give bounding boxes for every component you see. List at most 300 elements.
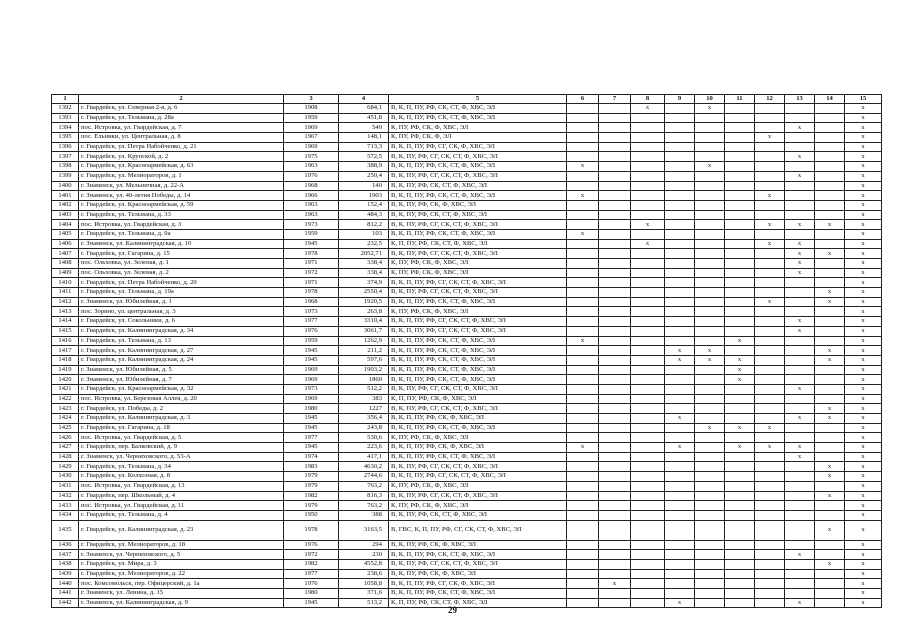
row-number: 1413 xyxy=(52,307,79,317)
mark-cell xyxy=(785,278,815,288)
mark-cell: x xyxy=(845,550,882,560)
mark-cell xyxy=(725,162,755,172)
mark-cell: x xyxy=(815,220,845,230)
mark-cell xyxy=(785,462,815,472)
table-row xyxy=(52,433,882,443)
mark-cell xyxy=(695,579,725,589)
address-cell: пос. Ольховка, ул. Зеленая, д. 1 xyxy=(79,259,284,269)
year-cell: 1945 xyxy=(284,355,339,365)
mark-cell: x xyxy=(845,384,882,394)
works-cell: К, ПУ, РФ, СК, Ф, ХВС, ЭЛ xyxy=(389,259,567,269)
mark-cell xyxy=(815,307,845,317)
mark-cell: x xyxy=(845,501,882,511)
table-row xyxy=(52,520,882,540)
column-header: 9 xyxy=(665,95,695,104)
table-row xyxy=(52,229,882,239)
year-cell: 1959 xyxy=(284,229,339,239)
mark-cell xyxy=(599,481,631,491)
mark-cell xyxy=(599,520,631,540)
mark-cell xyxy=(599,472,631,482)
mark-cell xyxy=(725,589,755,599)
mark-cell xyxy=(815,550,845,560)
mark-cell xyxy=(725,297,755,307)
mark-cell xyxy=(725,288,755,298)
mark-cell xyxy=(695,550,725,560)
table-row xyxy=(52,336,882,346)
table-row xyxy=(52,472,882,482)
row-number: 1392 xyxy=(52,104,79,114)
works-cell: К, ПУ, РФ, СК, Ф, ХВС, ЭЛ xyxy=(389,123,567,133)
mark-cell: x xyxy=(845,229,882,239)
mark-cell xyxy=(725,220,755,230)
area-cell: 152,4 xyxy=(339,200,389,210)
works-cell: В, К, ПУ, РФ, СК, СТ, Ф, ХВС, ЭЛ xyxy=(389,210,567,220)
area-cell: 451,8 xyxy=(339,113,389,123)
mark-cell: x xyxy=(815,520,845,540)
table-row xyxy=(52,133,882,143)
mark-cell xyxy=(567,433,599,443)
area-cell: 763,2 xyxy=(339,481,389,491)
mark-cell xyxy=(695,297,725,307)
year-cell: 1976 xyxy=(284,326,339,336)
mark-cell xyxy=(785,229,815,239)
mark-cell xyxy=(695,239,725,249)
mark-cell xyxy=(665,491,695,501)
header-row xyxy=(52,95,882,104)
mark-cell xyxy=(815,142,845,152)
mark-cell xyxy=(725,579,755,589)
table-row xyxy=(52,297,882,307)
area-cell: 4552,8 xyxy=(339,559,389,569)
area-cell: 812,2 xyxy=(339,220,389,230)
mark-cell xyxy=(815,133,845,143)
works-cell: В, К, П, ПУ, РФ, СГ, СК, СТ, Ф, ХВС, ЭЛ xyxy=(389,317,567,327)
row-number: 1396 xyxy=(52,142,79,152)
works-cell: В, К, П, ПУ, РФ, СК, СТ, Ф, ХВС, ЭЛ xyxy=(389,297,567,307)
mark-cell xyxy=(567,569,599,579)
mark-cell xyxy=(815,481,845,491)
mark-cell: x xyxy=(815,462,845,472)
area-cell: 549 xyxy=(339,123,389,133)
table-row xyxy=(52,589,882,599)
mark-cell xyxy=(785,297,815,307)
mark-cell xyxy=(599,452,631,462)
mark-cell xyxy=(665,191,695,201)
mark-cell: x xyxy=(695,355,725,365)
table-row xyxy=(52,210,882,220)
mark-cell xyxy=(631,152,665,162)
table-row xyxy=(52,569,882,579)
mark-cell: x xyxy=(785,171,815,181)
row-number: 1418 xyxy=(52,355,79,365)
table-row xyxy=(52,152,882,162)
mark-cell xyxy=(785,423,815,433)
mark-cell xyxy=(815,433,845,443)
mark-cell xyxy=(631,443,665,453)
area-cell: 417,1 xyxy=(339,452,389,462)
table-row xyxy=(52,384,882,394)
mark-cell xyxy=(567,317,599,327)
mark-cell xyxy=(785,404,815,414)
area-cell: 232,5 xyxy=(339,239,389,249)
mark-cell xyxy=(695,326,725,336)
mark-cell xyxy=(755,365,785,375)
mark-cell xyxy=(567,239,599,249)
mark-cell xyxy=(631,123,665,133)
mark-cell: x xyxy=(567,336,599,346)
area-cell: 597,6 xyxy=(339,355,389,365)
table-row xyxy=(52,540,882,550)
mark-cell: x xyxy=(845,589,882,599)
mark-cell xyxy=(725,569,755,579)
mark-cell xyxy=(599,501,631,511)
table-row xyxy=(52,162,882,172)
mark-cell xyxy=(665,550,695,560)
mark-cell xyxy=(665,540,695,550)
works-cell: В, К, ПУ, РФ, СГ, СК, СТ, Ф, ХВС, ЭЛ xyxy=(389,384,567,394)
mark-cell xyxy=(725,268,755,278)
mark-cell: x xyxy=(785,452,815,462)
mark-cell xyxy=(665,326,695,336)
area-cell: 140 xyxy=(339,181,389,191)
mark-cell xyxy=(631,452,665,462)
mark-cell xyxy=(725,104,755,114)
works-cell: В, К, ПУ, РФ, СК, Ф, ХВС, ЭЛ xyxy=(389,200,567,210)
row-number: 1403 xyxy=(52,210,79,220)
mark-cell xyxy=(599,229,631,239)
mark-cell xyxy=(599,443,631,453)
mark-cell xyxy=(815,259,845,269)
mark-cell xyxy=(631,278,665,288)
mark-cell xyxy=(567,104,599,114)
mark-cell xyxy=(665,259,695,269)
mark-cell: x xyxy=(845,239,882,249)
mark-cell xyxy=(755,569,785,579)
address-cell: г. Гвардейск, ул. Петра Набойченко, д. 20 xyxy=(79,278,284,288)
table-row xyxy=(52,326,882,336)
address-cell: г. Гвардейск, ул. Красноармейская, д. 59 xyxy=(79,200,284,210)
mark-cell xyxy=(599,317,631,327)
address-cell: г. Гвардейск, ул. Петра Набойченко, д. 21 xyxy=(79,142,284,152)
table-row xyxy=(52,452,882,462)
mark-cell xyxy=(631,540,665,550)
row-number: 1424 xyxy=(52,414,79,424)
mark-cell xyxy=(665,307,695,317)
mark-cell: x xyxy=(845,579,882,589)
row-number: 1412 xyxy=(52,297,79,307)
row-number: 1442 xyxy=(52,598,79,608)
mark-cell xyxy=(815,510,845,520)
row-number: 1428 xyxy=(52,452,79,462)
mark-cell: x xyxy=(695,423,725,433)
mark-cell xyxy=(755,559,785,569)
mark-cell xyxy=(567,472,599,482)
row-number: 1399 xyxy=(52,171,79,181)
table-row xyxy=(52,510,882,520)
mark-cell xyxy=(599,404,631,414)
mark-cell xyxy=(725,191,755,201)
mark-cell xyxy=(631,510,665,520)
mark-cell: x xyxy=(725,365,755,375)
mark-cell xyxy=(695,181,725,191)
mark-cell xyxy=(785,510,815,520)
mark-cell: x xyxy=(845,414,882,424)
mark-cell xyxy=(695,317,725,327)
year-cell: 1959 xyxy=(284,336,339,346)
mark-cell xyxy=(725,414,755,424)
mark-cell xyxy=(665,462,695,472)
mark-cell xyxy=(665,423,695,433)
year-cell: 1977 xyxy=(284,569,339,579)
mark-cell: x xyxy=(845,210,882,220)
area-cell: 338,4 xyxy=(339,268,389,278)
mark-cell xyxy=(755,171,785,181)
row-number: 1436 xyxy=(52,540,79,550)
mark-cell xyxy=(567,384,599,394)
year-cell: 1908 xyxy=(284,104,339,114)
mark-cell xyxy=(695,288,725,298)
mark-cell xyxy=(785,191,815,201)
mark-cell xyxy=(785,579,815,589)
mark-cell: x xyxy=(631,239,665,249)
column-header: 10 xyxy=(695,95,725,104)
table-row xyxy=(52,191,882,201)
mark-cell xyxy=(695,278,725,288)
year-cell: 1945 xyxy=(284,598,339,608)
mark-cell xyxy=(725,540,755,550)
mark-cell: x xyxy=(845,559,882,569)
mark-cell xyxy=(631,433,665,443)
mark-cell xyxy=(785,113,815,123)
mark-cell xyxy=(567,200,599,210)
mark-cell xyxy=(695,443,725,453)
row-number: 1395 xyxy=(52,133,79,143)
mark-cell xyxy=(785,210,815,220)
mark-cell: x xyxy=(845,133,882,143)
mark-cell xyxy=(665,220,695,230)
mark-cell xyxy=(567,365,599,375)
mark-cell xyxy=(599,220,631,230)
mark-cell: x xyxy=(665,443,695,453)
mark-cell xyxy=(755,123,785,133)
row-number: 1432 xyxy=(52,491,79,501)
mark-cell xyxy=(755,162,785,172)
row-number: 1406 xyxy=(52,239,79,249)
works-cell: В, К, ПУ, РФ, СГ, СК, СТ, Ф, ХВС, ЭЛ xyxy=(389,491,567,501)
address-cell: г. Гвардейск, ул. Северная 2-я, д. 6 xyxy=(79,104,284,114)
works-cell: В, К, П, ПУ, РФ, СК, СТ, Ф, ХВС, ЭЛ xyxy=(389,104,567,114)
row-number: 1397 xyxy=(52,152,79,162)
mark-cell xyxy=(755,433,785,443)
table-row xyxy=(52,220,882,230)
year-cell: 1977 xyxy=(284,433,339,443)
mark-cell xyxy=(567,510,599,520)
mark-cell xyxy=(755,104,785,114)
mark-cell xyxy=(599,268,631,278)
mark-cell xyxy=(631,210,665,220)
mark-cell xyxy=(665,365,695,375)
area-cell: 3310,4 xyxy=(339,317,389,327)
mark-cell: x xyxy=(845,142,882,152)
mark-cell xyxy=(567,268,599,278)
table-row xyxy=(52,200,882,210)
mark-cell: x xyxy=(785,239,815,249)
mark-cell xyxy=(631,346,665,356)
works-cell: В, К, П, ПУ, РФ, СГ, СК, Ф, ХВС, ЭЛ xyxy=(389,579,567,589)
year-cell: 1969 xyxy=(284,394,339,404)
mark-cell: x xyxy=(755,443,785,453)
mark-cell xyxy=(599,394,631,404)
address-cell: г. Знаменск, ул. Черняховского, д. 5 xyxy=(79,550,284,560)
mark-cell xyxy=(567,326,599,336)
mark-cell xyxy=(599,423,631,433)
area-cell: 2744,6 xyxy=(339,472,389,482)
mark-cell xyxy=(695,491,725,501)
mark-cell xyxy=(695,569,725,579)
mark-cell xyxy=(631,336,665,346)
address-cell: г. Гвардейск, ул. Мелиораторов, д. 1 xyxy=(79,171,284,181)
mark-cell xyxy=(567,481,599,491)
mark-cell xyxy=(755,510,785,520)
mark-cell xyxy=(785,491,815,501)
year-cell: 1945 xyxy=(284,239,339,249)
area-cell: 484,3 xyxy=(339,210,389,220)
works-cell: К, П, ПУ, РФ, СК, Ф, ХВС, ЭЛ xyxy=(389,394,567,404)
mark-cell xyxy=(785,481,815,491)
mark-cell xyxy=(599,142,631,152)
address-cell: г. Гвардейск, ул. Мира, д. 3 xyxy=(79,559,284,569)
mark-cell xyxy=(567,171,599,181)
mark-cell: x xyxy=(785,384,815,394)
mark-cell xyxy=(785,142,815,152)
mark-cell xyxy=(755,404,785,414)
mark-cell xyxy=(599,123,631,133)
year-cell: 1976 xyxy=(284,540,339,550)
mark-cell xyxy=(665,433,695,443)
mark-cell xyxy=(755,589,785,599)
mark-cell xyxy=(725,278,755,288)
works-cell: В, К, П, ПУ, РФ, СК, СТ, Ф, ХВС, ЭЛ xyxy=(389,365,567,375)
row-number: 1401 xyxy=(52,191,79,201)
mark-cell xyxy=(725,249,755,259)
row-number: 1410 xyxy=(52,278,79,288)
mark-cell xyxy=(725,239,755,249)
mark-cell xyxy=(695,142,725,152)
mark-cell xyxy=(695,171,725,181)
address-cell: г. Гвардейск, ул. Калининградская, д. 24 xyxy=(79,355,284,365)
table-row xyxy=(52,394,882,404)
mark-cell xyxy=(815,104,845,114)
mark-cell xyxy=(567,423,599,433)
works-cell: В, К, П, ПУ, РФ, СК, Ф, ХВС, ЭЛ xyxy=(389,443,567,453)
column-header: 13 xyxy=(785,95,815,104)
year-cell: 1945 xyxy=(284,443,339,453)
mark-cell xyxy=(695,249,725,259)
mark-cell: x xyxy=(845,375,882,385)
page-number: 29 xyxy=(448,605,457,615)
row-number: 1404 xyxy=(52,220,79,230)
area-cell: 211,2 xyxy=(339,346,389,356)
year-cell: 1978 xyxy=(284,249,339,259)
address-cell: г. Знаменск, ул. Калининградская, д. 9 xyxy=(79,598,284,608)
mark-cell xyxy=(815,317,845,327)
mark-cell xyxy=(631,171,665,181)
mark-cell xyxy=(755,229,785,239)
table-row xyxy=(52,579,882,589)
mark-cell: x xyxy=(845,278,882,288)
address-cell: г. Гвардейск, ул. Калининградская, д. 34 xyxy=(79,326,284,336)
mark-cell: x xyxy=(845,113,882,123)
works-cell: В, К, П, ПУ, РФ, СК, Ф, ХВС, ЭЛ xyxy=(389,414,567,424)
mark-cell: x xyxy=(845,317,882,327)
table-row xyxy=(52,481,882,491)
mark-cell xyxy=(815,375,845,385)
area-cell: 1227 xyxy=(339,404,389,414)
mark-cell: x xyxy=(845,520,882,540)
area-cell: 1903,2 xyxy=(339,365,389,375)
year-cell: 1950 xyxy=(284,510,339,520)
address-cell: пос. Истровка, ул. Березовая Аллея, д. 20 xyxy=(79,394,284,404)
mark-cell xyxy=(815,452,845,462)
column-header: 11 xyxy=(725,95,755,104)
mark-cell xyxy=(665,510,695,520)
area-cell: 338,4 xyxy=(339,259,389,269)
mark-cell xyxy=(815,384,845,394)
mark-cell xyxy=(599,239,631,249)
year-cell: 1976 xyxy=(284,171,339,181)
row-number: 1419 xyxy=(52,365,79,375)
year-cell: 1980 xyxy=(284,404,339,414)
column-header: 8 xyxy=(631,95,665,104)
mark-cell xyxy=(785,559,815,569)
works-cell: В, К, П, ПУ, РФ, СК, СТ, Ф, ХВС, ЭЛ xyxy=(389,191,567,201)
works-cell: В, К, П, ПУ, РФ, СК, СТ, Ф, ХВС, ЭЛ xyxy=(389,589,567,599)
mark-cell xyxy=(725,452,755,462)
mark-cell xyxy=(631,423,665,433)
mark-cell xyxy=(785,520,815,540)
works-cell: К, ПУ, РФ, СК, Ф, ХВС, ЭЛ xyxy=(389,481,567,491)
area-cell: 250,4 xyxy=(339,171,389,181)
mark-cell: x xyxy=(845,443,882,453)
mark-cell xyxy=(599,210,631,220)
mark-cell xyxy=(815,123,845,133)
address-cell: г. Гвардейск, ул. Мелиораторов, д. 22 xyxy=(79,569,284,579)
address-cell: пос. Истровка, ул. Гвардейская, д. 7 xyxy=(79,123,284,133)
mark-cell xyxy=(755,259,785,269)
works-cell: К, ПУ, РФ, СК, Ф, ЭЛ xyxy=(389,133,567,143)
mark-cell: x xyxy=(845,288,882,298)
row-number: 1425 xyxy=(52,423,79,433)
mark-cell xyxy=(567,259,599,269)
year-cell: 1972 xyxy=(284,268,339,278)
area-cell: 513,2 xyxy=(339,598,389,608)
mark-cell xyxy=(695,472,725,482)
mark-cell xyxy=(567,249,599,259)
mark-cell xyxy=(785,375,815,385)
mark-cell: x xyxy=(785,326,815,336)
mark-cell: x xyxy=(755,133,785,143)
year-cell: 1969 xyxy=(284,365,339,375)
address-cell: г. Гвардейск, ул. Гагарина, д. 18 xyxy=(79,423,284,433)
mark-cell xyxy=(695,365,725,375)
address-cell: пос. Зорино, ул. центральная, д. 3 xyxy=(79,307,284,317)
mark-cell xyxy=(599,414,631,424)
mark-cell xyxy=(785,162,815,172)
year-cell: 1973 xyxy=(284,307,339,317)
mark-cell xyxy=(599,365,631,375)
row-number: 1415 xyxy=(52,326,79,336)
mark-cell: x xyxy=(755,423,785,433)
